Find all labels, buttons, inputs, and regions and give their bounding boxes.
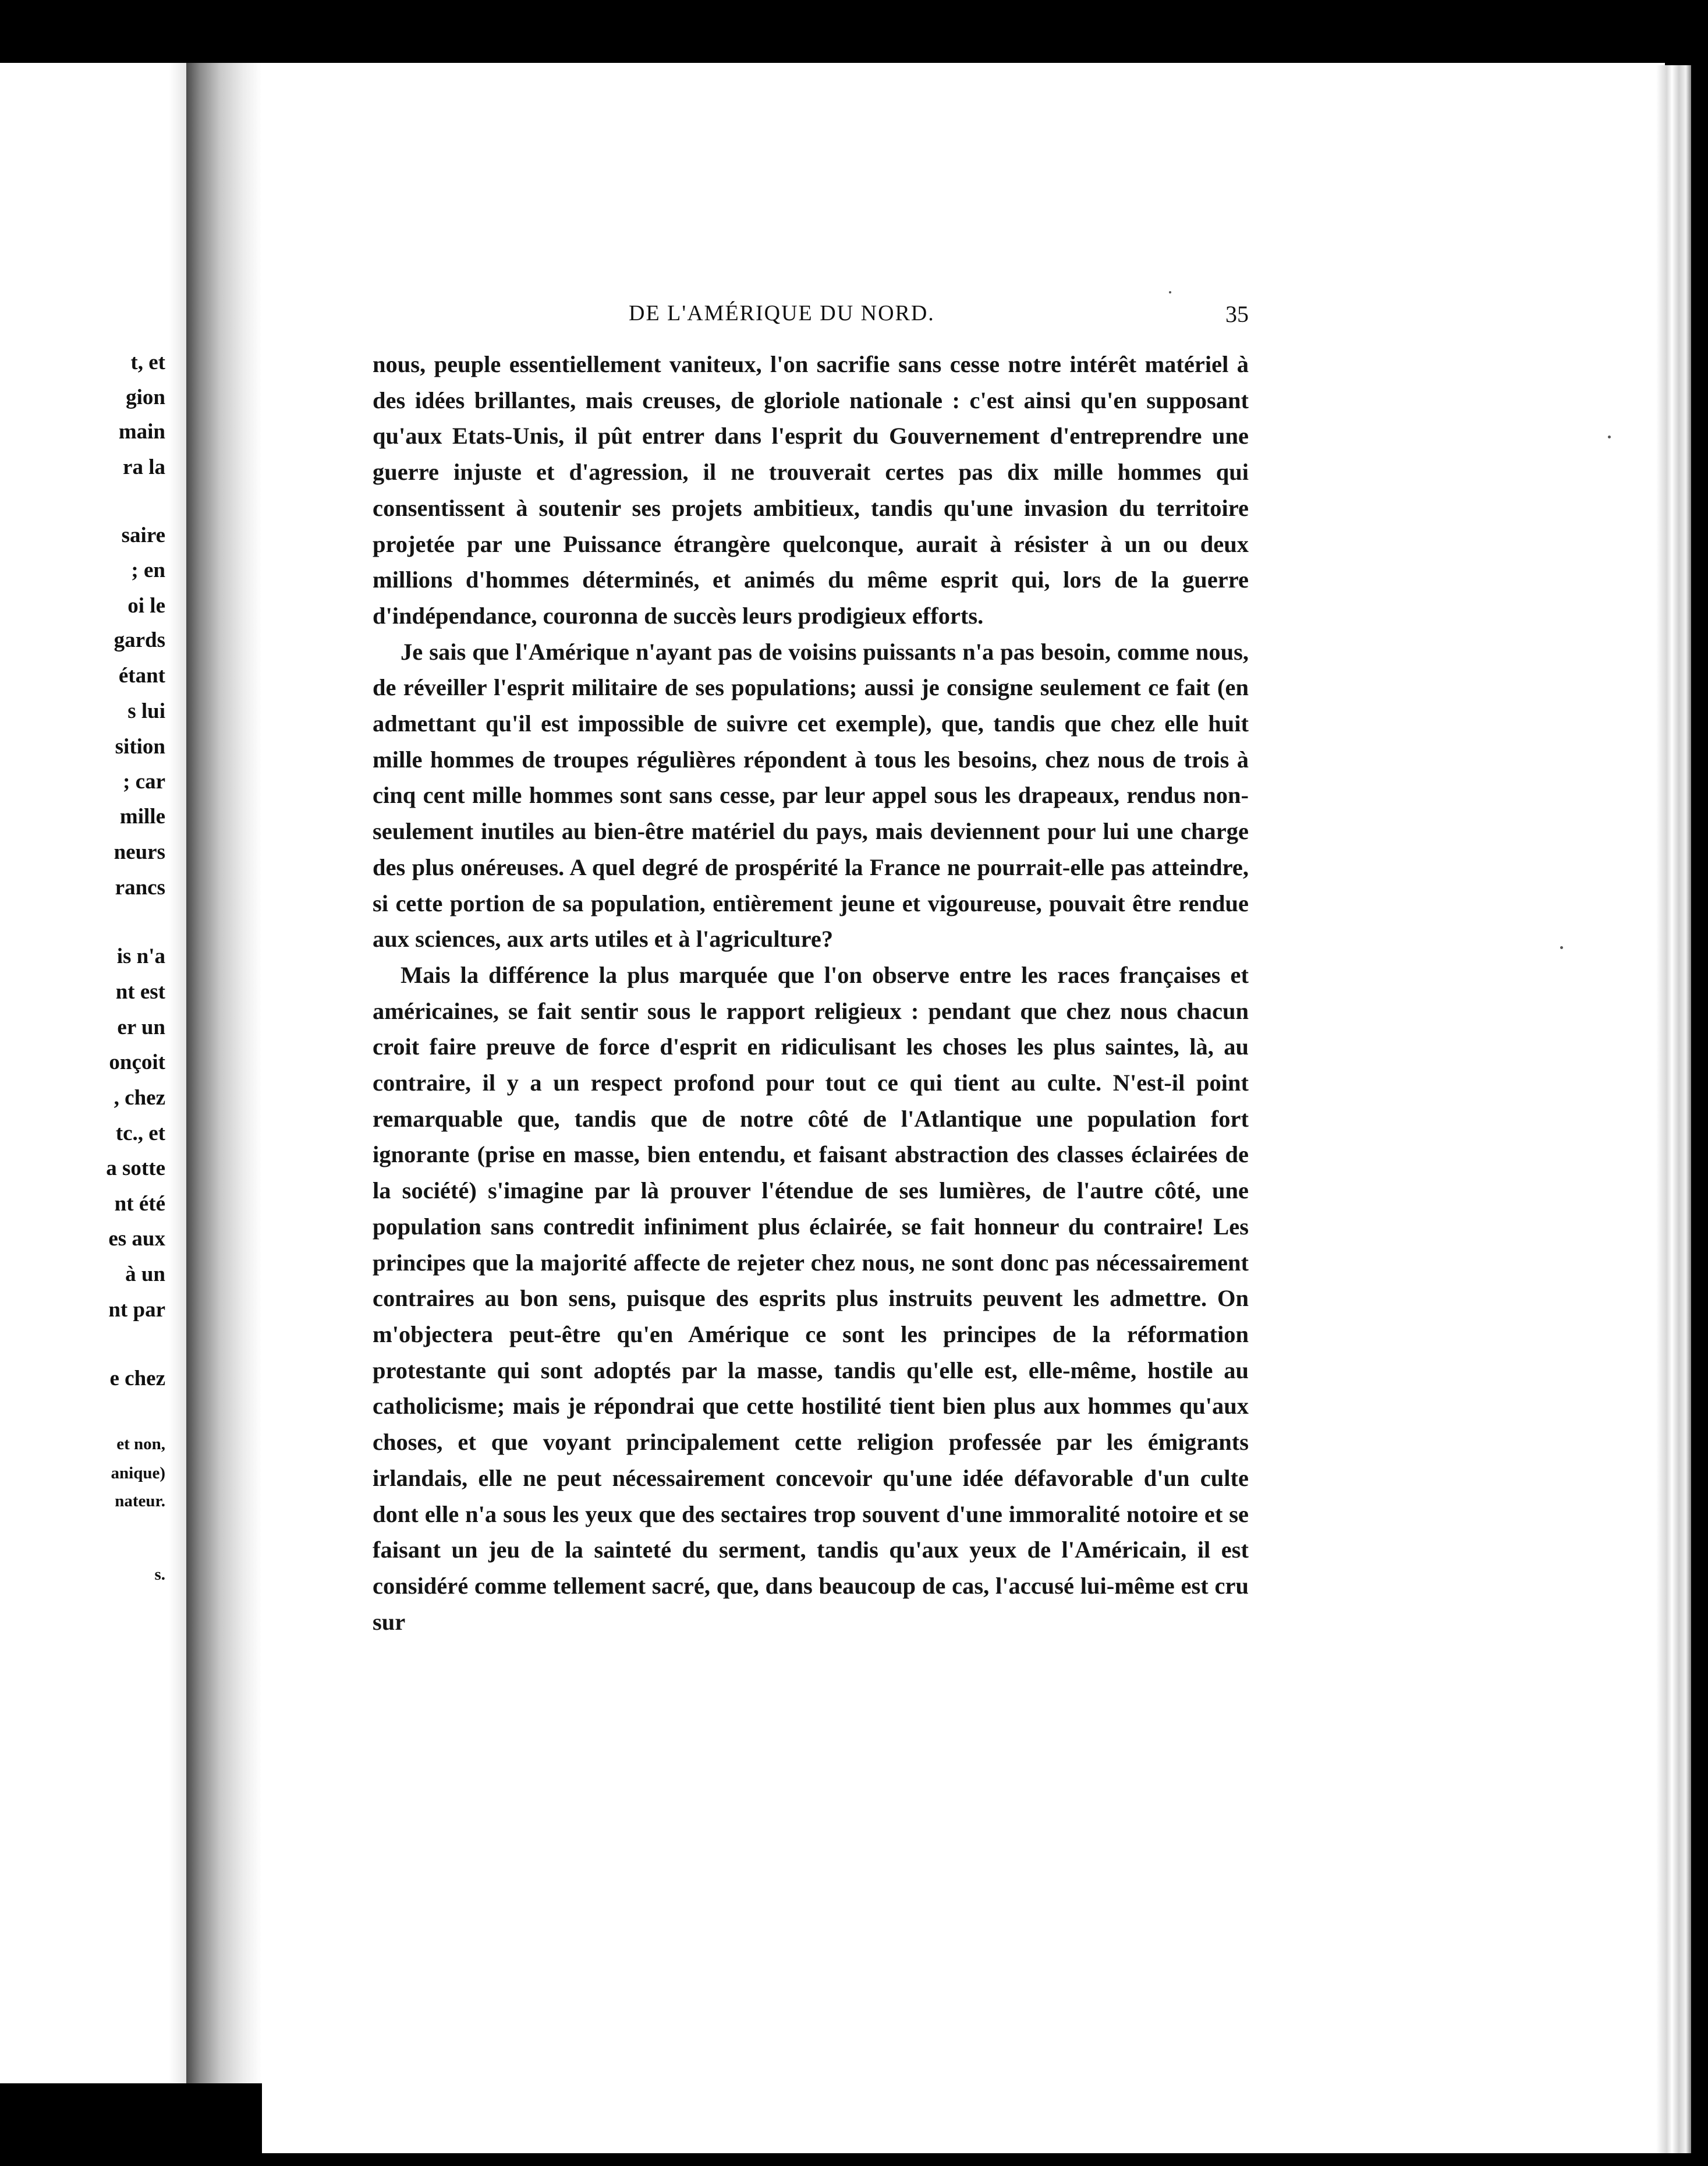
left-fragment-line: t, et bbox=[130, 351, 165, 374]
left-fragment-line: is n'a bbox=[116, 944, 165, 968]
left-fragment-line: tc., et bbox=[115, 1121, 165, 1145]
left-fragment-line: sition bbox=[115, 735, 165, 759]
left-fragment-line: ; car bbox=[123, 770, 165, 794]
left-fragment-line: nt est bbox=[115, 980, 165, 1004]
left-fragment-line: neurs bbox=[114, 840, 165, 864]
paragraph: Mais la différence la plus marquée que l'on observe entre les races françaises et américaines, se fait sentir sous le rapport religieux : pendant que chez nous chacun croit faire preuve de force d'esprit en ridiculisant les choses les plus saintes, là, au contraire, il y a un respect profond pour tout ce qui tient au culte. N'est-il point remarquable que, tandis que de notre côté de l'Atlantique une population fort ignorante (prise en masse, bien entendu, et faisant abstraction des classes éclairées de la société) s'imagine par là prouver l'étendue de ses lumières, de l'autre côté, une population sans contredit infiniment plus éclairée, se fait honneur du contraire! Les principes que la majorité affecte de rejeter chez nous, ne sont donc pas nécessairement contraires au bon sens, puisque des esprits plus instruits peuvent les admettre. On m'objectera peut-être qu'en Amérique ce sont les principes de la réformation protestante qui sont adoptés par la masse, tandis qu'elle est, elle-même, hostile au catholicisme; mais je répondrai que cette hostilité tient bien plus aux hommes qu'aux choses, et que voyant principalement cette religion professée par les émigrants irlandais, elle ne peut nécessairement concevoir qu'une idée défavorable d'un culte dont elle n'a sous les yeux que des sectaires trop souvent d'une immoralité notoire et se faisant un jeu de la sainteté du serment, tandis qu'aux yeux de l'Américain, il est considéré comme tellement sacré, que, dans beaucoup de cas, l'accusé lui-même est cru sur bbox=[373, 961, 1249, 1635]
left-fragment-line: s lui bbox=[127, 699, 165, 723]
left-page-gutter bbox=[169, 63, 186, 2083]
left-fragment-line: rancs bbox=[115, 876, 165, 900]
left-fragment-line: mille bbox=[119, 805, 165, 829]
left-fragment-line: gards bbox=[114, 628, 165, 652]
paper-speck bbox=[1169, 291, 1171, 293]
left-fragment-line: er un bbox=[117, 1015, 165, 1039]
left-facing-page bbox=[0, 63, 186, 2083]
left-fragment-line: , chez bbox=[114, 1086, 165, 1110]
left-fragment-line: nt été bbox=[114, 1192, 165, 1216]
paragraph: Je sais que l'Amérique n'ayant pas de voisins puissants n'a pas besoin, comme nous, de réveiller l'esprit militaire de ses populations; aussi je consigne seulement ce fait (en admettant qu'il est impossible de suivre cet exemple), que, tandis que chez elle huit mille hommes de troupes régulières répondent à tous les besoins, chez nous de trois à cinq cent mille hommes sont sans cesse, par leur appel sous les drapeaux, rendus non-seulement inutiles au bien-être matériel du pays, mais deviennent pour lui une charge des plus onéreuses. A quel degré de prospérité la France ne pourrait-elle pas atteindre, si cette portion de sa population, entièrement jeune et vigoureuse, pouvait être rendue aux sciences, aux arts utiles et à l'agriculture? bbox=[373, 638, 1249, 953]
paper-speck bbox=[1608, 436, 1611, 438]
left-fragment-line: ; en bbox=[131, 558, 165, 582]
left-fragment-line: saire bbox=[121, 523, 165, 547]
book-binding-shadow bbox=[186, 63, 262, 2083]
left-fragment-line: a sotte bbox=[106, 1156, 165, 1180]
left-footnote-line: et non, bbox=[116, 1435, 165, 1453]
left-fragment-line: onçoit bbox=[109, 1050, 165, 1074]
left-footnote-line: nateur. bbox=[115, 1492, 165, 1510]
left-footnote-line: s. bbox=[154, 1565, 165, 1584]
left-fragment-line: gion bbox=[126, 385, 165, 409]
page-edge-stack bbox=[1656, 65, 1691, 2153]
paragraph: nous, peuple essentiellement vaniteux, l'on sacrifie sans cesse notre intérêt matériel à des idées brillantes, mais creuses, de gloriole nationale : c'est ainsi qu'en supposant qu'aux Etats-Unis, il pût entrer dans l'esprit du Gouvernement d'entreprendre une guerre injuste et d'agression, il ne trouverait certes pas dix mille hommes qui consentissent à soutenir ses projets ambitieux, tandis qu'une invasion du territoire projetée par une Puissance étrangère quelconque, aurait à résister à un ou deux millions d'hommes déterminés, et animés du même esprit qui, lors de la guerre d'indépendance, couronna de succès leurs prodigieux efforts. bbox=[373, 351, 1249, 629]
left-fragment-line: main bbox=[118, 420, 165, 444]
page-number: 35 bbox=[1225, 301, 1249, 327]
page-body-text bbox=[373, 346, 1249, 1640]
left-fragment-line: oi le bbox=[127, 594, 165, 618]
left-fragment-line: étant bbox=[118, 664, 165, 688]
left-fragment-line: à un bbox=[125, 1262, 165, 1286]
running-head: DE L'AMÉRIQUE DU NORD. bbox=[629, 301, 935, 325]
left-footnote-line: anique) bbox=[111, 1464, 165, 1482]
paper-speck bbox=[1560, 946, 1563, 949]
left-fragment-line: e chez bbox=[109, 1367, 165, 1390]
left-fragment-line: ra la bbox=[123, 455, 165, 479]
left-fragment-line: es aux bbox=[108, 1227, 165, 1251]
left-fragment-line: nt par bbox=[108, 1298, 165, 1322]
